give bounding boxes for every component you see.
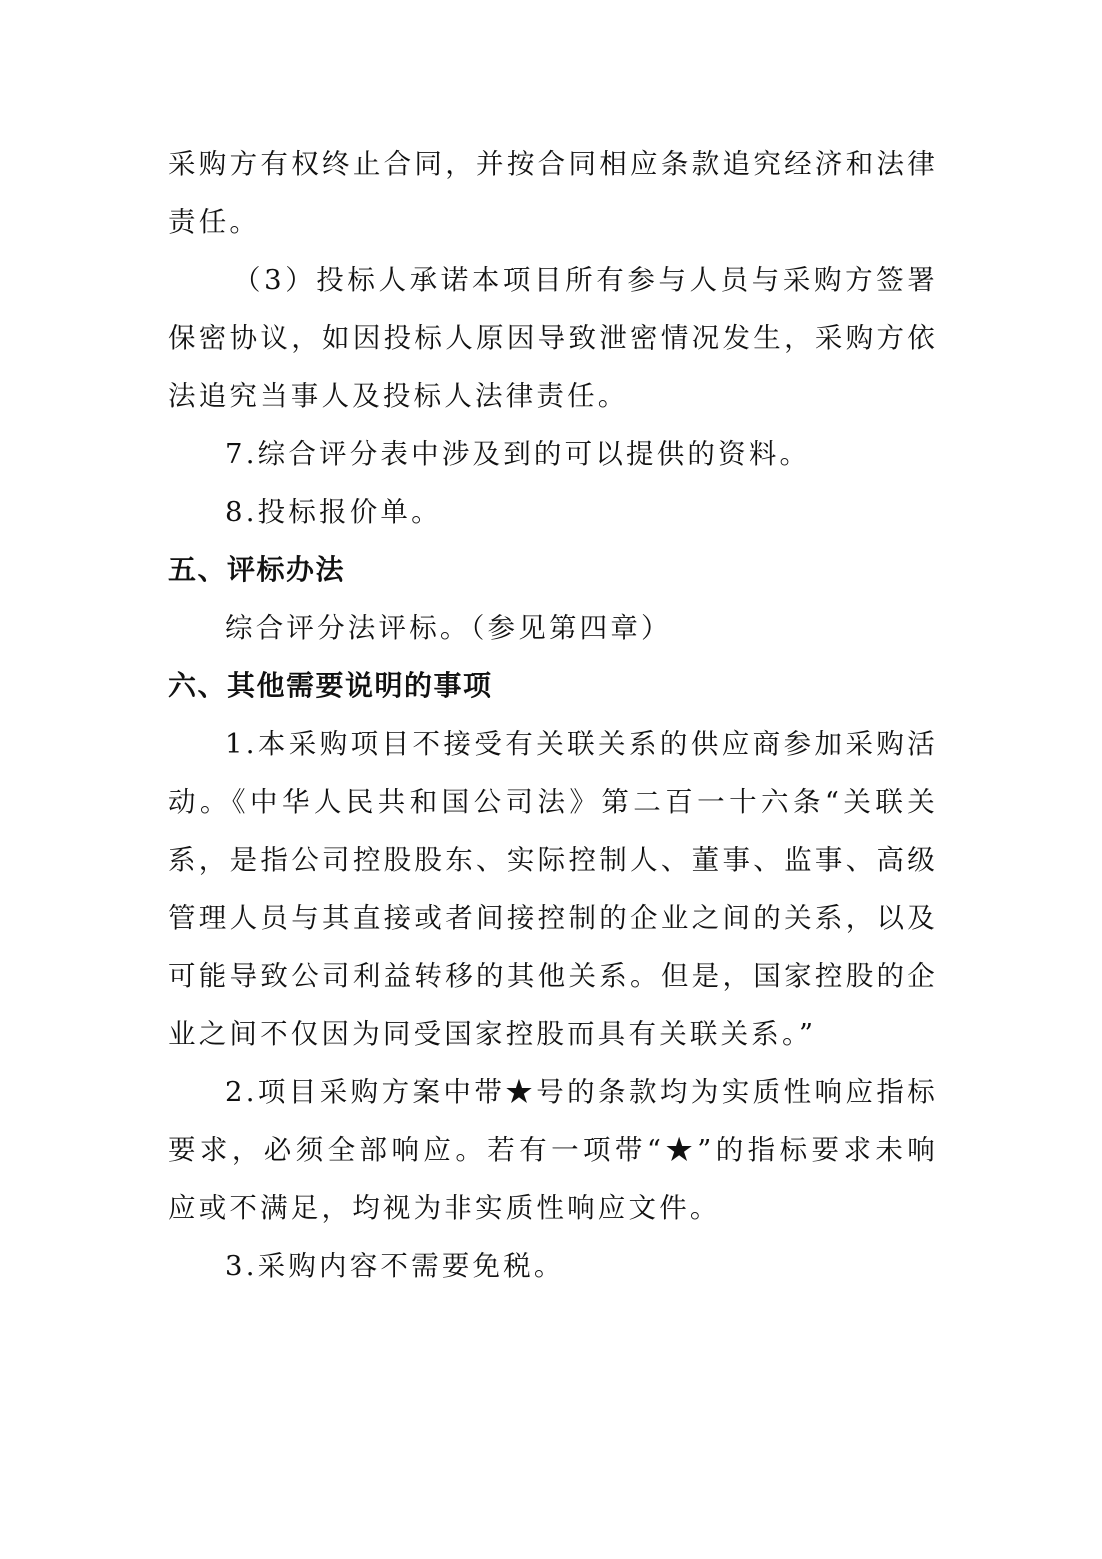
section-5-body: 综合评分法评标。（参见第四章） (225, 612, 672, 644)
section-5-heading: 五、评标办法 (168, 553, 346, 586)
document-body (168, 135, 938, 1295)
section-6-item-3: 3.采购内容不需要免税。 (225, 1250, 565, 1282)
list-item-8: 8.投标报价单。 (225, 496, 442, 528)
paragraph-confidentiality-clause: （3）投标人承诺本项目所有参与人员与采购方签署保密协议，如因投标人原因导致泄密情况发生，采购方依法追究当事人及投标人法律责任。 (168, 264, 938, 412)
section-6-heading: 六、其他需要说明的事项 (168, 669, 493, 702)
section-6-item-2: 2.项目采购方案中带★号的条款均为实质性响应指标要求，必须全部响应。若有一项带“★”的指标要求未响应或不满足，均视为非实质性响应文件。 (168, 1076, 938, 1224)
paragraph-contract-termination: 采购方有权终止合同，并按合同相应条款追究经济和法律责任。 (168, 148, 938, 238)
list-item-7: 7.综合评分表中涉及到的可以提供的资料。 (225, 438, 811, 470)
section-6-item-1: 1.本采购项目不接受有关联关系的供应商参加采购活动。《中华人民共和国公司法》第二百一十六条“关联关系，是指公司控股股东、实际控制人、董事、监事、高级管理人员与其直接或者间接控制的企业之间的关系，以及可能导致公司利益转移的其他关系。但是，国家控股的企业之间不仅因为同受国家控股而具有关联关系。” (168, 728, 938, 1050)
